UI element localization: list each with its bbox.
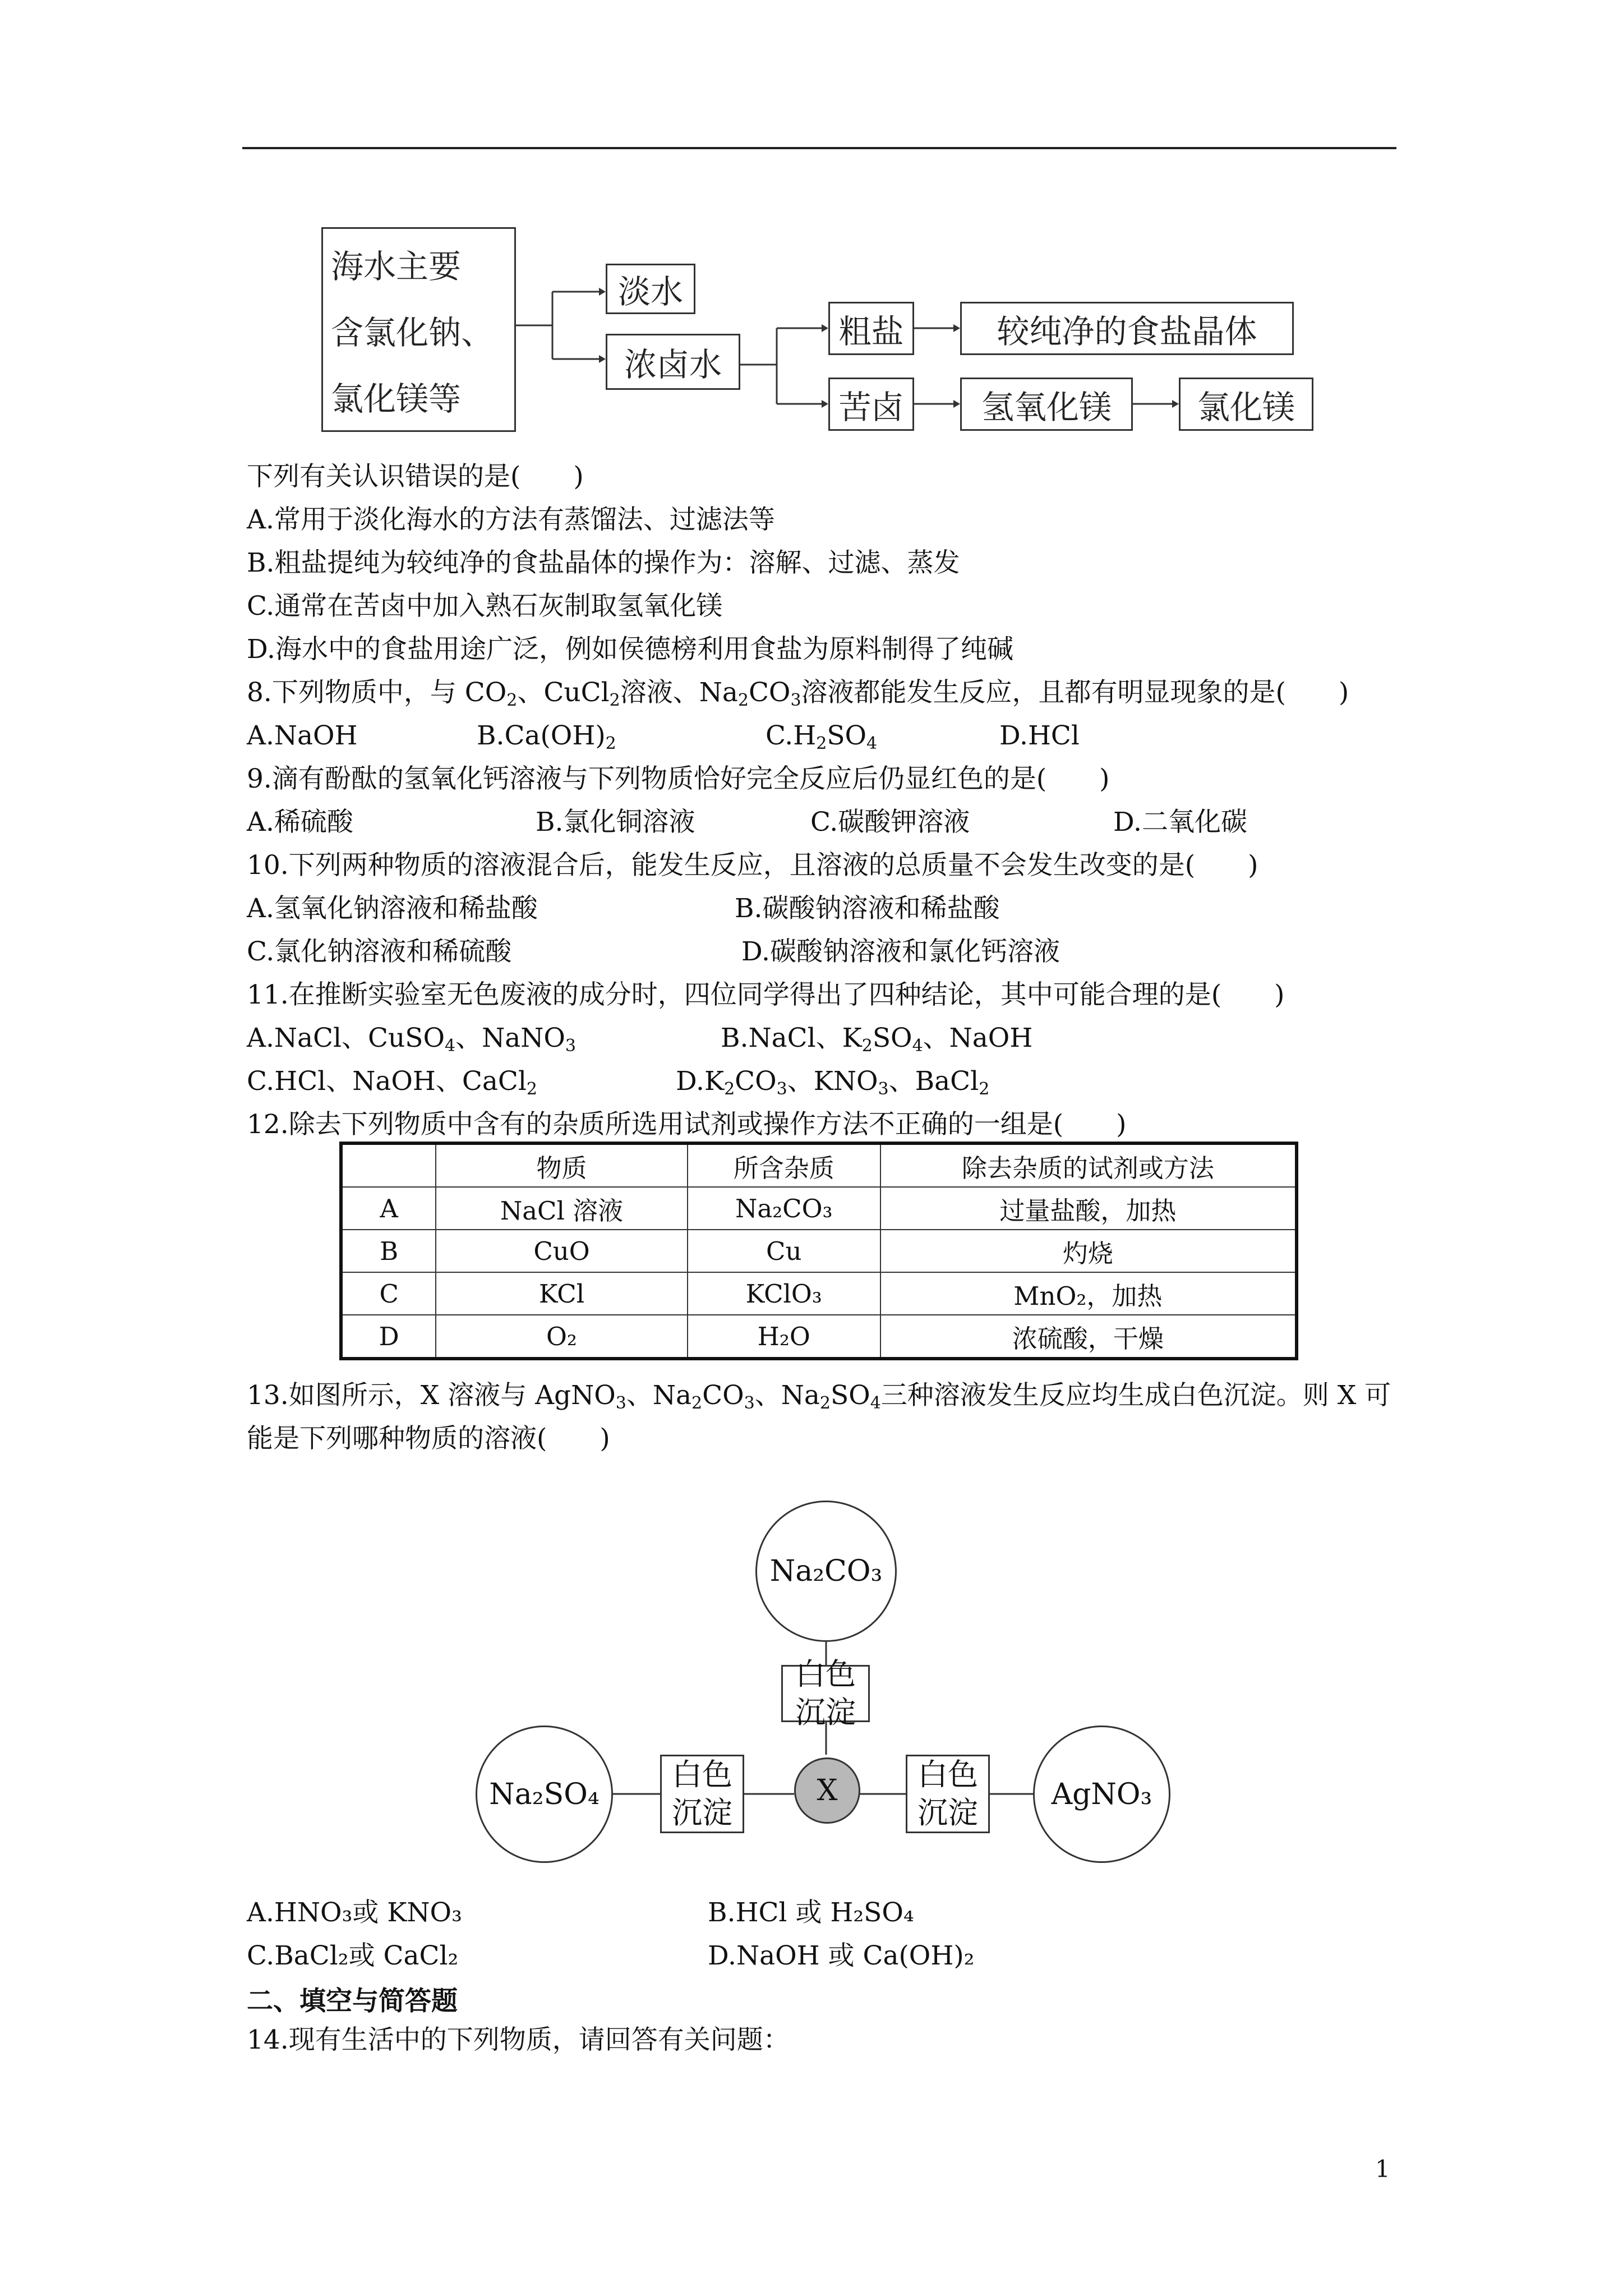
q11-d-text: 、KNO <box>787 1066 878 1097</box>
flow-mg-chloride-box: 氯化镁 <box>1179 378 1313 431</box>
subscript: 2 <box>737 691 749 710</box>
subscript: 2 <box>861 1036 873 1056</box>
q12-stem: 12.除去下列物质中含有的杂质所选用试剂或操作方法不正确的一组是( ) <box>247 1109 1127 1140</box>
subscript: 3 <box>615 1393 626 1413</box>
table-cell: 过量盐酸，加热 <box>880 1187 1297 1230</box>
subscript: 3 <box>565 1036 576 1056</box>
precipitate-label-line-1: 白色 <box>795 1657 856 1692</box>
q8-option-c-text: C.H <box>766 720 817 751</box>
table-cell: 灼烧 <box>880 1230 1297 1272</box>
agno3-circle: AgNO₃ <box>1033 1726 1170 1863</box>
table-cell: Na₂CO₃ <box>688 1187 880 1230</box>
q7-stem: 下列有关认识错误的是( ) <box>247 461 584 492</box>
subscript: 3 <box>878 1079 889 1099</box>
q8-option-c-text: SO <box>827 720 867 751</box>
q13-stem-part: 13.如图所示，X 溶液与 AgNO <box>247 1380 616 1411</box>
q11-a-text: A.NaCl、CuSO <box>247 1023 445 1053</box>
table-cell: 浓硫酸，干燥 <box>880 1315 1297 1359</box>
subscript: 2 <box>819 1393 831 1413</box>
precipitate-label-left <box>660 1755 744 1833</box>
q9-option-c: C.碳酸钾溶液 <box>810 807 970 838</box>
precipitate-label-right <box>906 1755 990 1833</box>
q7-option-b: B.粗盐提纯为较纯净的食盐晶体的操作为：溶解、过滤、蒸发 <box>247 547 960 578</box>
subscript: 4 <box>912 1036 923 1056</box>
q8-stem-part: 溶液、Na <box>620 677 738 708</box>
q8-option-b-text: B.Ca(OH) <box>477 720 606 751</box>
q10-option-c: C.氯化钠溶液和稀硫酸 <box>247 936 512 967</box>
subscript: 4 <box>444 1036 456 1056</box>
q8-stem-part: CO <box>748 677 791 708</box>
q13-stem-part: 三种溶液发生反应均生成白色沉淀。则 X 可 <box>880 1380 1391 1411</box>
q11-d-text: D.K <box>676 1066 725 1097</box>
q10-option-b: B.碳酸钠溶液和稀盐酸 <box>735 893 1000 924</box>
q10-option-a: A.氢氧化钠溶液和稀盐酸 <box>247 893 538 924</box>
q8-stem-part: 、CuCl <box>517 677 610 708</box>
subscript: 2 <box>691 1393 703 1413</box>
flow-seawater-line-2: 含氯化钠、 <box>331 314 494 352</box>
q10-stem: 10.下列两种物质的溶液混合后，能发生反应，且溶液的总质量不会发生改变的是( ) <box>247 850 1258 881</box>
subscript: 4 <box>866 734 878 753</box>
na2so4-circle: Na₂SO₄ <box>476 1726 613 1863</box>
q8-stem-part: 8.下列物质中，与 CO <box>247 677 507 708</box>
q8-stem-part: 溶液都能发生反应，且都有明显现象的是( ) <box>801 677 1349 708</box>
subscript: 4 <box>870 1393 881 1413</box>
q13-option-c: C.BaCl₂或 CaCl₂ <box>247 1940 459 1971</box>
table-cell: NaCl 溶液 <box>436 1187 687 1230</box>
q11-d-text: 、BaCl <box>888 1066 979 1097</box>
subscript: 2 <box>526 1079 537 1099</box>
q9-option-a: A.稀硫酸 <box>247 807 353 838</box>
q13-stem-part: CO <box>702 1380 744 1411</box>
q7-option-d: D.海水中的食盐用途广泛，例如侯德榜利用食盐为原料制得了纯碱 <box>247 634 1013 665</box>
precipitate-label-line-2: 沉淀 <box>917 1795 978 1830</box>
q13-stem-line-2: 能是下列哪种物质的溶液( ) <box>247 1423 610 1454</box>
q8-option-a: A.NaOH <box>247 720 358 751</box>
table-header: 物质 <box>436 1143 687 1187</box>
table-cell: O₂ <box>436 1315 687 1359</box>
q7-option-a: A.常用于淡化海水的方法有蒸馏法、过滤法等 <box>247 504 775 535</box>
table-cell: Cu <box>688 1230 880 1272</box>
page-number: 1 <box>1375 2155 1390 2183</box>
q8-option-d: D.HCl <box>999 720 1080 751</box>
precipitate-label-line-2: 沉淀 <box>672 1795 732 1830</box>
subscript: 2 <box>979 1079 990 1099</box>
table-cell: KCl <box>436 1272 687 1315</box>
precipitate-label-line-2: 沉淀 <box>795 1695 856 1730</box>
table-cell: H₂O <box>688 1315 880 1359</box>
na2co3-circle: Na₂CO₃ <box>755 1501 897 1642</box>
q11-b-text: B.NaCl、K <box>721 1023 862 1053</box>
table-cell: A <box>341 1187 436 1230</box>
table-header: 除去杂质的试剂或方法 <box>880 1143 1297 1187</box>
q13-option-d: D.NaOH 或 Ca(OH)₂ <box>708 1940 975 1971</box>
flow-brine-box: 浓卤水 <box>606 334 740 390</box>
q11-b-text: SO <box>872 1023 912 1053</box>
q9-stem: 9.滴有酚酞的氢氧化钙溶液与下列物质恰好完全反应后仍显红色的是( ) <box>247 763 1110 794</box>
subscript: 2 <box>816 734 827 753</box>
flow-mg-hydroxide-box: 氢氧化镁 <box>960 378 1133 431</box>
q11-a-text: 、NaNO <box>455 1023 565 1053</box>
q13-option-a: A.HNO₃或 KNO₃ <box>247 1897 462 1928</box>
subscript: 2 <box>605 734 616 753</box>
precipitate-label-top <box>781 1657 870 1730</box>
precipitate-label-line-1: 白色 <box>917 1757 978 1792</box>
x-center-circle: X <box>794 1757 860 1824</box>
subscript: 2 <box>724 1079 735 1099</box>
table-cell: D <box>341 1315 436 1359</box>
q13-stem-part: 、Na <box>626 1380 692 1411</box>
flow-bittern-box: 苦卤 <box>828 378 914 431</box>
subscript: 2 <box>506 691 518 710</box>
q11-c-text: C.HCl、NaOH、CaCl <box>247 1066 527 1097</box>
q7-option-c: C.通常在苦卤中加入熟石灰制取氢氧化镁 <box>247 591 723 622</box>
table-cell: CuO <box>436 1230 687 1272</box>
table-cell: B <box>341 1230 436 1272</box>
table-cell: C <box>341 1272 436 1315</box>
q11-stem: 11.在推断实验室无色废液的成分时，四位同学得出了四种结论，其中可能合理的是( ) <box>247 979 1285 1010</box>
q14-stem: 14.现有生活中的下列物质，请回答有关问题： <box>247 2024 790 2055</box>
section-heading: 二、填空与简答题 <box>247 1986 458 2017</box>
flow-pure-salt-box: 较纯净的食盐晶体 <box>960 302 1294 355</box>
subscript: 3 <box>744 1393 755 1413</box>
q9-option-b: B.氯化铜溶液 <box>536 807 695 838</box>
q13-option-b: B.HCl 或 H₂SO₄ <box>708 1897 914 1928</box>
q11-b-text: 、NaOH <box>923 1023 1033 1053</box>
q10-option-d: D.碳酸钠溶液和氯化钙溶液 <box>741 936 1060 967</box>
q11-d-text: CO <box>735 1066 777 1097</box>
subscript: 3 <box>790 691 801 710</box>
subscript: 2 <box>609 691 620 710</box>
flow-fresh-water-box: 淡水 <box>606 264 695 314</box>
flow-crude-salt-box: 粗盐 <box>828 302 914 355</box>
q9-option-d: D.二氧化碳 <box>1113 807 1247 838</box>
subscript: 3 <box>776 1079 787 1099</box>
q13-stem-part: SO <box>830 1380 870 1411</box>
table-cell: KClO₃ <box>688 1272 880 1315</box>
table-header: 所含杂质 <box>688 1143 880 1187</box>
flow-seawater-line-3: 氯化镁等 <box>331 380 462 418</box>
q13-stem-part: 、Na <box>754 1380 820 1411</box>
table-cell: MnO₂，加热 <box>880 1272 1297 1315</box>
precipitate-label-line-1: 白色 <box>672 1757 732 1792</box>
flow-seawater-line-1: 海水主要 <box>331 247 462 286</box>
